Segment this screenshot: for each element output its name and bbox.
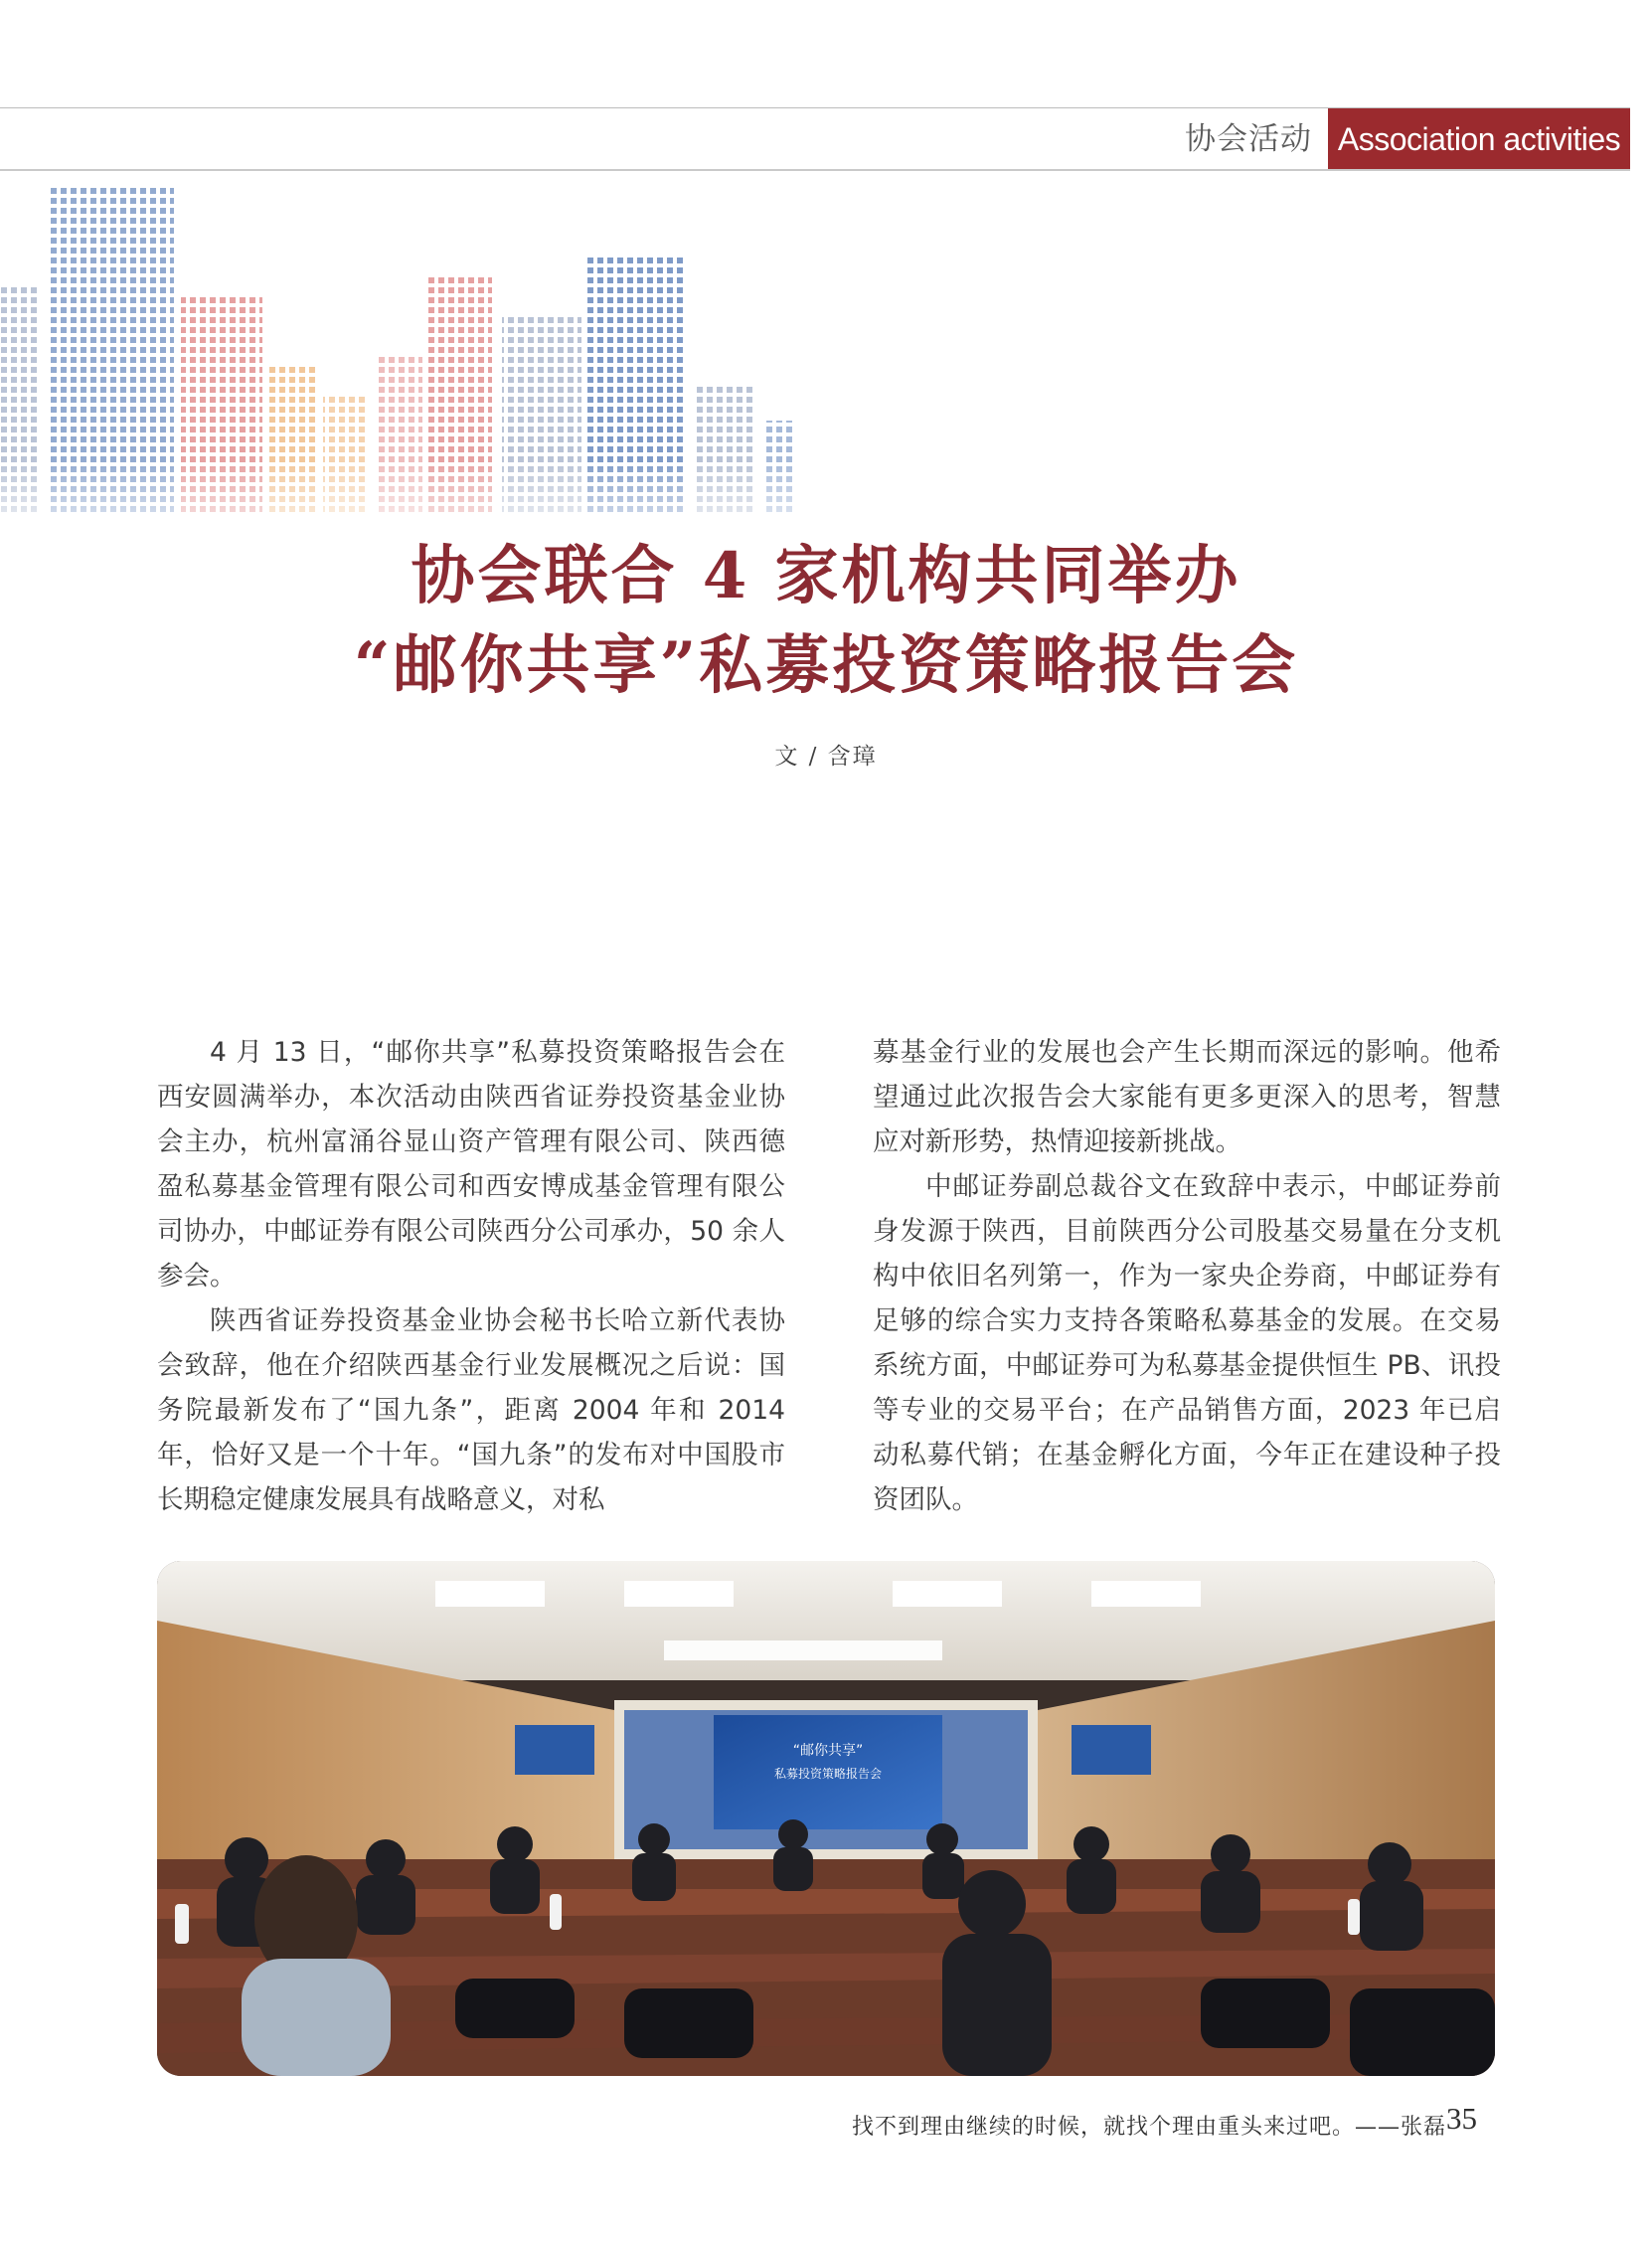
header-rule-bottom [0,169,1630,171]
paragraph-continued: 募基金行业的发展也会产生长期而深远的影响。他希望通过此次报告会大家能有更多更深入的思考，智慧应对新形势，热情迎接新挑战。 [873,1037,1501,1157]
article-title-line-2: “邮你共享”私募投资策略报告会 [353,628,1299,703]
body-column-left [157,1030,785,1522]
city-skyline-illustration [0,177,815,555]
section-title-cn: 协会活动 [1185,121,1312,157]
screen-subtitle: 私募投资策略报告会 [773,1767,883,1781]
page-number: 35 [1446,2101,1477,2136]
article-byline: 文 / 含璋 [774,744,878,770]
footer-quote: 找不到理由继续的时候，就找个理由重头来过吧。——张磊 [852,2115,1447,2140]
article-title-line-1: 协会联合 4 家机构共同举办 [411,539,1241,613]
body-column-right [873,1030,1501,1522]
paragraph: 中邮证券副总裁谷文在致辞中表示，中邮证券前身发源于陕西，目前陕西分公司股基交易量在分支机构中依旧名列第一，作为一家央企券商，中邮证券有足够的综合实力支持各策略私募基金的发展。在交易系统方面，中邮证券可为私募基金提供恒生 PB、讯投等专业的交易平台；在产品销售方面，2023 年已启动私募代销；在基金孵化方面，今年正在建设种子投资团队。 [873,1171,1501,1515]
screen-title: “邮你共享” [792,1743,864,1759]
conference-photo [157,1561,1495,2076]
paragraph: 陕西省证券投资基金业协会秘书长哈立新代表协会致辞，他在介绍陕西基金行业发展概况之后说：国务院最新发布了“国九条”，距离 2004 年和 2014 年，恰好又是一个十年。“国九条”的发布对中国股市长期稳定健康发展具有战略意义，对私 [157,1305,785,1515]
conference-scene [157,1561,1495,2076]
section-title-en: Association activities [1328,108,1630,171]
paragraph: 4 月 13 日，“邮你共享”私募投资策略报告会在西安圆满举办，本次活动由陕西省证券投资基金业协会主办，杭州富涌谷显山资产管理有限公司、陕西德盈私募基金管理有限公司和西安博成基金管理有限公司协办，中邮证券有限公司陕西分公司承办，50 余人参会。 [157,1037,785,1292]
